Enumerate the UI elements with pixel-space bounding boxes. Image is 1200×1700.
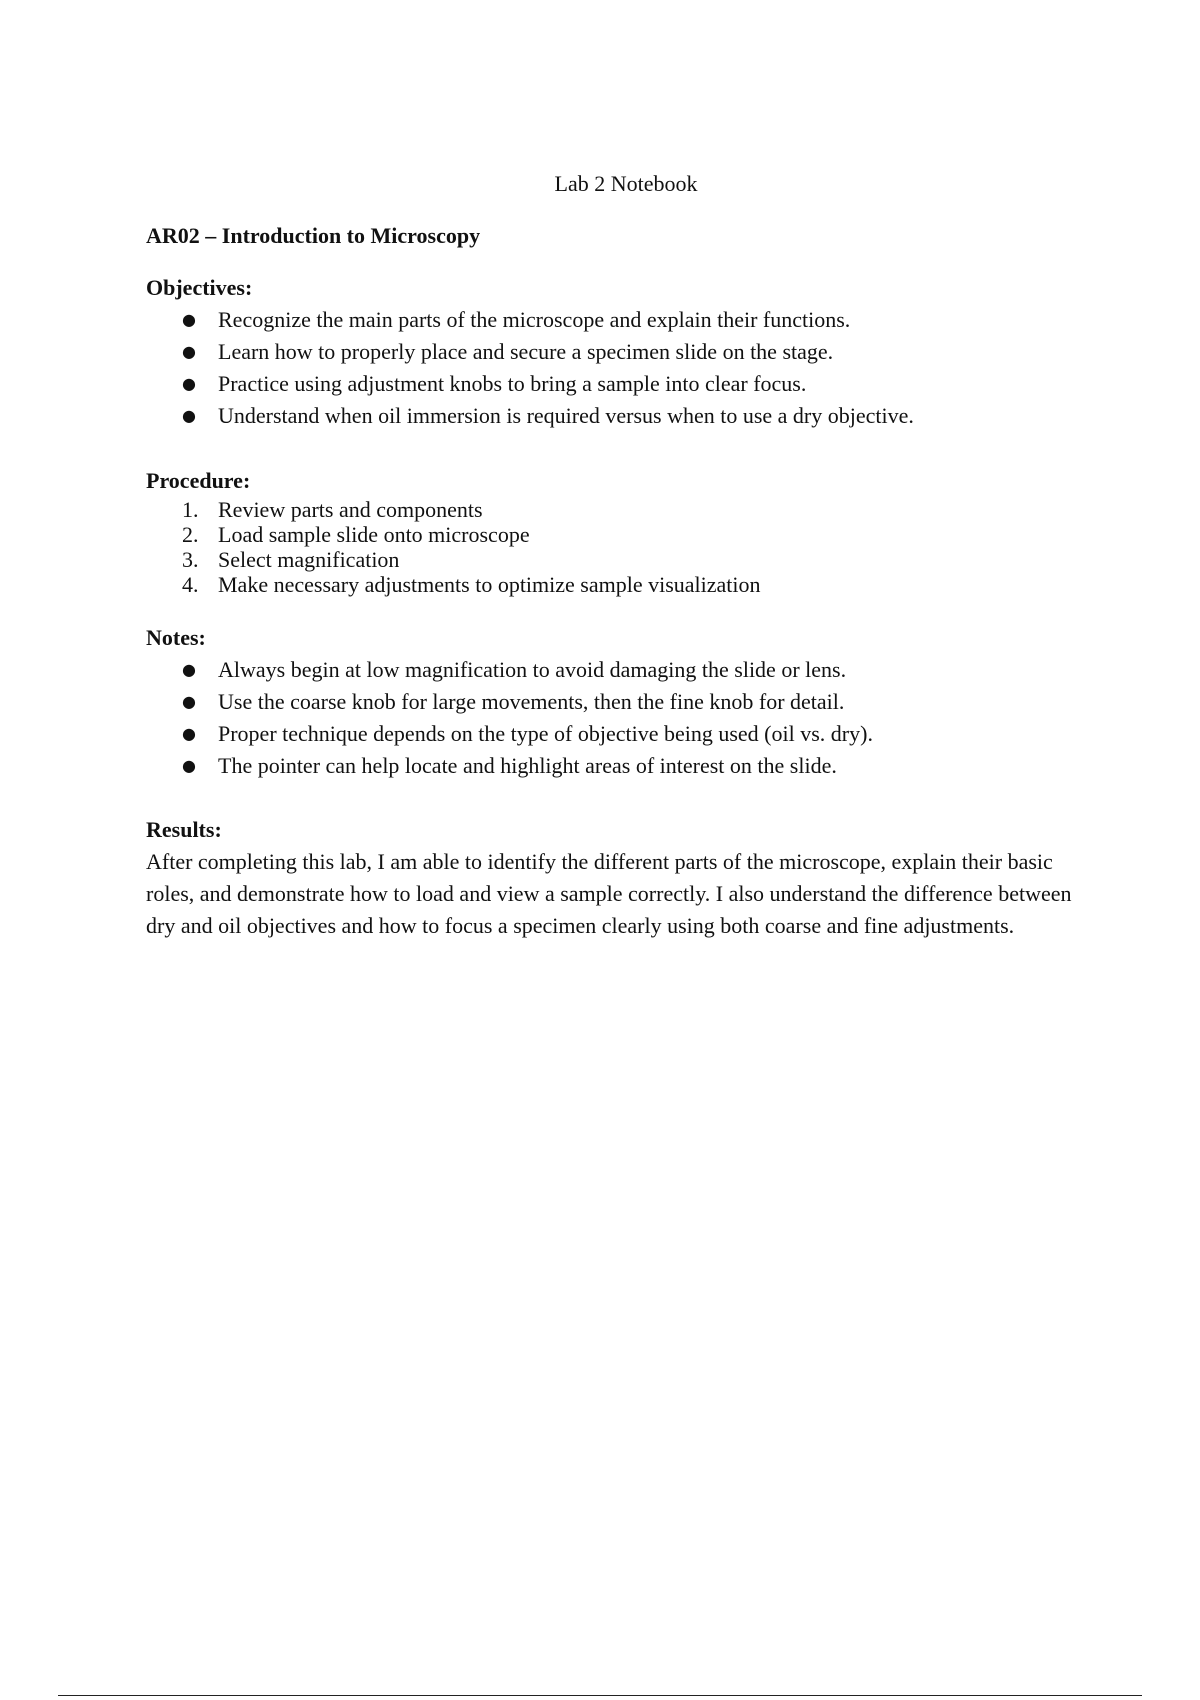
- notes-list: [146, 654, 1106, 782]
- results-paragraph: After completing this lab, I am able to identify the different parts of the microscope, explain their basic roles, and demonstrate how to load and view a sample correctly. I also understand the difference between dry and oil objectives and how to focus a specimen clearly using both coarse and fine adjustments.: [146, 849, 1072, 938]
- list-item: ● Always begin at low magnification to avoid damaging the slide or lens.: [146, 654, 1106, 686]
- step-number: 3.: [182, 547, 199, 572]
- step-text: Select magnification: [218, 547, 400, 572]
- objectives-section: [146, 272, 1106, 432]
- step-text: Review parts and components: [218, 497, 483, 522]
- list-item: ● Proper technique depends on the type of objective being used (oil vs. dry).: [146, 718, 1106, 750]
- list-item: ● The pointer can help locate and highlight areas of interest on the slide.: [146, 750, 1106, 782]
- results-heading: Results:: [146, 817, 222, 842]
- results-section: [146, 814, 1106, 942]
- document-subtitle: AR02 – Introduction to Microscopy: [146, 223, 481, 248]
- list-item: [146, 522, 1106, 547]
- step-number: 4.: [182, 572, 199, 597]
- step-number: 1.: [182, 497, 199, 522]
- list-item: ● Learn how to properly place and secure a specimen slide on the stage.: [146, 336, 1106, 368]
- step-text: Load sample slide onto microscope: [218, 522, 530, 547]
- procedure-heading: Procedure:: [146, 468, 251, 493]
- list-item: ● Recognize the main parts of the microscope and explain their functions.: [146, 304, 1106, 336]
- document-title: Lab 2 Notebook: [554, 171, 698, 196]
- list-item: [146, 497, 1106, 522]
- list-item: ● Use the coarse knob for large movements, then the fine knob for detail.: [146, 686, 1106, 718]
- notes-heading: Notes:: [146, 625, 206, 650]
- footer-divider: [58, 1695, 1142, 1696]
- list-item: ● Practice using adjustment knobs to bring a sample into clear focus.: [146, 368, 1106, 400]
- list-item: ● Understand when oil immersion is required versus when to use a dry objective.: [146, 400, 1106, 432]
- procedure-section: [146, 465, 1106, 597]
- document-body: [146, 168, 1106, 974]
- objectives-heading: Objectives:: [146, 275, 253, 300]
- procedure-list: [146, 497, 1106, 597]
- objectives-list: [146, 304, 1106, 432]
- notes-section: [146, 622, 1106, 782]
- list-item: [146, 572, 1106, 597]
- step-text: Make necessary adjustments to optimize sample visualization: [218, 572, 761, 597]
- step-number: 2.: [182, 522, 199, 547]
- list-item: [146, 547, 1106, 572]
